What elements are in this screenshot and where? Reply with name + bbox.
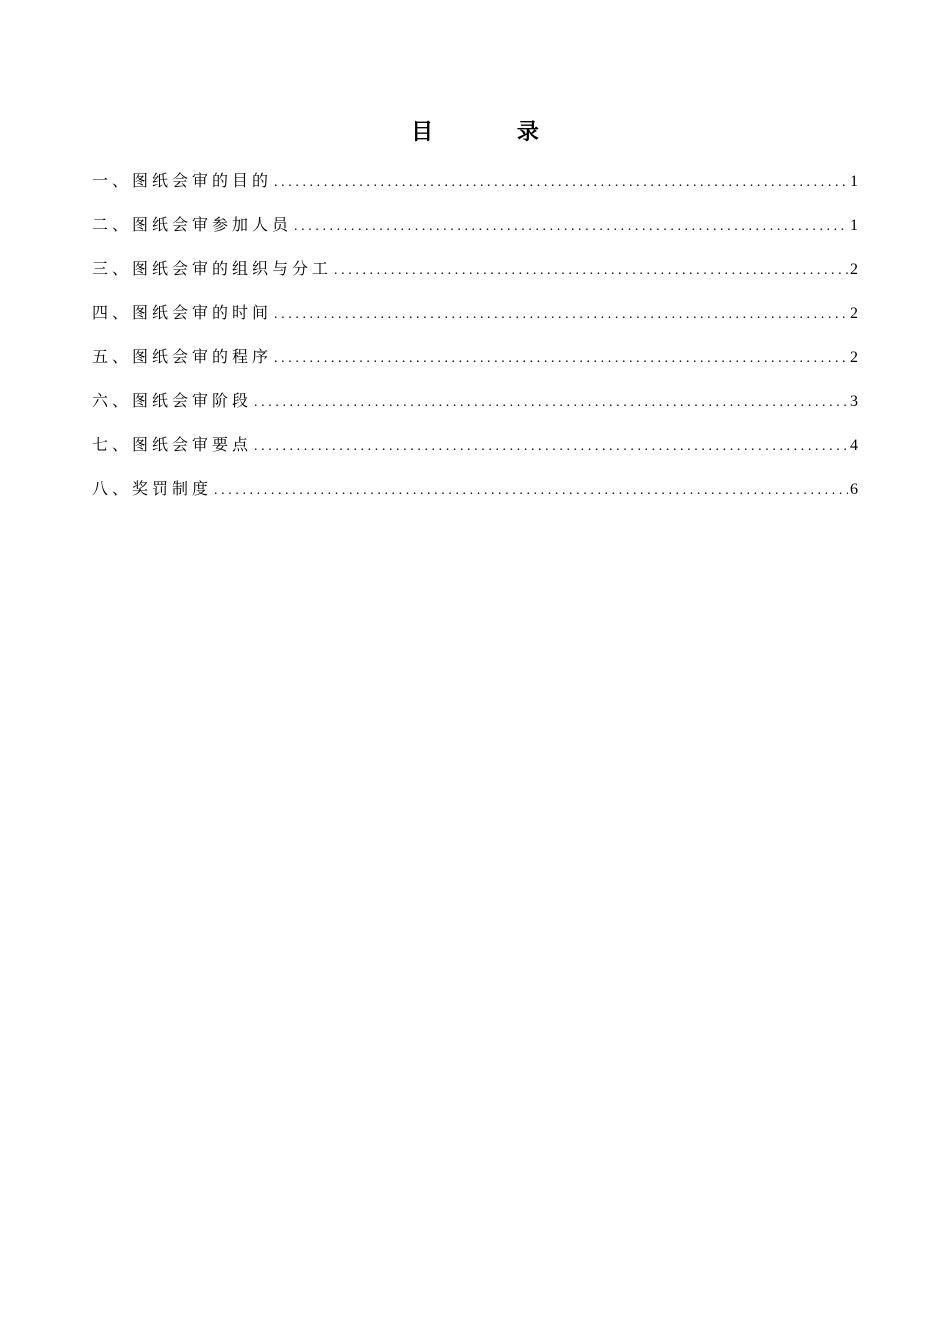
- toc-entry[interactable]: [92, 300, 858, 344]
- toc-entry-number: 三: [92, 259, 113, 278]
- toc-entry-title: 图纸会审要点: [132, 435, 253, 454]
- toc-entry[interactable]: [92, 168, 858, 212]
- toc-list: [92, 168, 858, 520]
- toc-entry-number: 一: [92, 171, 113, 190]
- toc-entry-page-number: 1: [850, 173, 858, 190]
- toc-entry-leader-dots: [214, 478, 848, 504]
- toc-entry-number: 五: [92, 347, 113, 366]
- toc-entry-page-number: 4: [850, 437, 858, 454]
- toc-entry-title: 图纸会审的组织与分工: [132, 259, 333, 278]
- toc-entry-title: 图纸会审阶段: [132, 391, 253, 410]
- toc-entry-number: 四: [92, 303, 113, 322]
- toc-entry[interactable]: [92, 476, 858, 520]
- toc-entry[interactable]: [92, 344, 858, 388]
- toc-entry-title: 图纸会审参加人员: [132, 215, 293, 234]
- toc-entry-number: 八: [92, 479, 113, 498]
- toc-entry-title: 图纸会审的程序: [132, 347, 273, 366]
- toc-entry-title: 图纸会审的目的: [132, 171, 273, 190]
- toc-entry-title: 图纸会审的时间: [132, 303, 273, 322]
- toc-entry-leader-dots: [254, 390, 848, 416]
- toc-entry-page-number: 2: [850, 349, 858, 366]
- toc-entry-separator: 、: [112, 259, 133, 278]
- toc-entry[interactable]: [92, 212, 858, 256]
- toc-entry-separator: 、: [112, 171, 133, 190]
- toc-entry[interactable]: [92, 388, 858, 432]
- toc-title: 目 录: [411, 120, 577, 145]
- toc-entry-separator: 、: [112, 435, 133, 454]
- toc-entry[interactable]: [92, 432, 858, 476]
- toc-entry-leader-dots: [294, 214, 848, 240]
- toc-entry-separator: 、: [112, 347, 133, 366]
- toc-entry-separator: 、: [112, 303, 133, 322]
- toc-entry-page-number: 6: [850, 481, 858, 498]
- toc-entry-page-number: 2: [850, 261, 858, 278]
- toc-entry-leader-dots: [334, 258, 848, 284]
- toc-entry[interactable]: [92, 256, 858, 300]
- toc-entry-separator: 、: [112, 479, 133, 498]
- toc-entry-separator: 、: [112, 391, 133, 410]
- toc-entry-leader-dots: [274, 302, 848, 328]
- toc-entry-leader-dots: [274, 346, 848, 372]
- toc-entry-page-number: 2: [850, 305, 858, 322]
- toc-entry-number: 七: [92, 435, 113, 454]
- toc-entry-separator: 、: [112, 215, 133, 234]
- toc-entry-number: 二: [92, 215, 113, 234]
- toc-entry-title: 奖罚制度: [132, 479, 213, 498]
- toc-entry-page-number: 3: [850, 393, 858, 410]
- toc-entry-number: 六: [92, 391, 113, 410]
- toc-entry-leader-dots: [254, 434, 848, 460]
- toc-entry-leader-dots: [274, 170, 848, 196]
- toc-entry-page-number: 1: [850, 217, 858, 234]
